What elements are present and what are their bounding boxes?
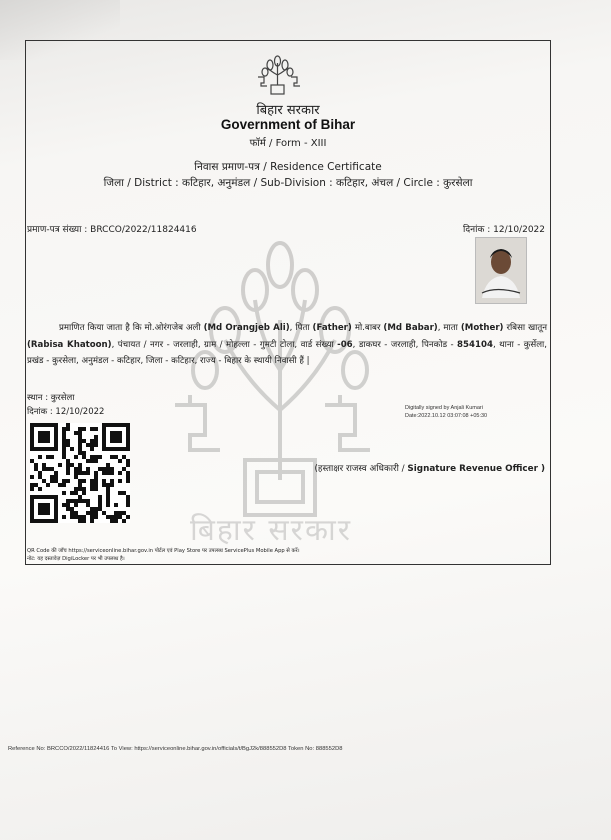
certificate-date: दिनांक : 12/10/2022 xyxy=(463,225,545,235)
name-en: (Md Orangjeb Ali) xyxy=(203,323,290,333)
certificate-body xyxy=(27,320,547,370)
signature-hindi: (हस्ताक्षर राजस्व अधिकारी / xyxy=(314,464,408,474)
jurisdiction-line: जिला / District : कटिहार, अनुमंडल / Sub-Division : कटिहार, अंचल / Circle : कुरसेला xyxy=(103,177,473,189)
english-title: Government of Bihar xyxy=(220,117,356,132)
bihar-emblem-icon xyxy=(255,55,300,97)
reference-line: Reference No: BRCCO/2022/11824416 To View: https://serviceonline.bihar.gov.in/officials/t/BgJ2k/888552D8 Token No: 888552D8 xyxy=(8,746,343,752)
pin-code: 854104 xyxy=(457,339,493,350)
ward-number: -06 xyxy=(337,339,353,350)
qr-code-icon xyxy=(30,423,130,523)
digital-sign-date: Date:2022.10.12 03:07:08 +05:30 xyxy=(405,413,488,419)
certificate-type: निवास प्रमाण-पत्र / Residence Certificate xyxy=(194,161,382,173)
watermark-text: बिहार सरकार xyxy=(190,513,353,548)
signature-en: Signature Revenue Officer ) xyxy=(407,464,545,474)
father-label: , पिता xyxy=(289,323,313,333)
mother-label: , माता xyxy=(437,323,461,333)
qr-note-line-2: नोट: यह दस्तावेज़ DigiLocker पर भी उपलब्ध है। xyxy=(27,556,125,562)
qr-note-line-1: QR Code की जाँच https://serviceonline.bihar.gov.in पोर्टल एवं Play Store पर उपलब्ध ServicePlus Mobile App से करें। xyxy=(27,548,300,554)
applicant-photo xyxy=(475,237,527,304)
mother-name: रबिसा खातून xyxy=(503,323,547,333)
mother-name-en: (Rabisa Khatoon) xyxy=(27,339,112,350)
mother-en: (Mother) xyxy=(460,323,504,333)
father-name: मो.बाबर xyxy=(351,323,384,333)
address-part-3: , थाना - कुर्सेला, प्रखंड - कुरसेला, अनुमंडल - कटिहार, जिला - कटिहार, राज्य - बिहार के स्थायी निवासी हैं | xyxy=(27,339,548,366)
father-en: (Father) xyxy=(312,323,352,333)
father-name-en: (Md Babar) xyxy=(383,323,438,333)
body-lead: प्रमाणित किया जाता है कि मो.ओरंगजेब अली xyxy=(59,323,204,333)
signature-officer xyxy=(290,462,545,474)
certificate-number: प्रमाण-पत्र संख्या : BRCCO/2022/11824416 xyxy=(27,225,197,235)
issue-date-line: दिनांक : 12/10/2022 xyxy=(27,407,105,417)
qr-note xyxy=(27,547,300,563)
digital-signature xyxy=(405,404,487,420)
address-part-1: , पंचायत / नगर - जरलाही, ग्राम / मोहल्ला - गुमटी टोला, वार्ड संख्या xyxy=(111,339,338,350)
place-line: स्थान : कुरसेला xyxy=(27,393,75,403)
form-number: फॉर्म / Form - XIII xyxy=(249,138,327,149)
digital-sign-name: Digitally signed by Anjali Kumari xyxy=(405,405,483,411)
hindi-title: बिहार सरकार xyxy=(256,103,320,118)
address-part-2: , डाकघर - जरलाही, पिनकोड - xyxy=(352,339,458,350)
